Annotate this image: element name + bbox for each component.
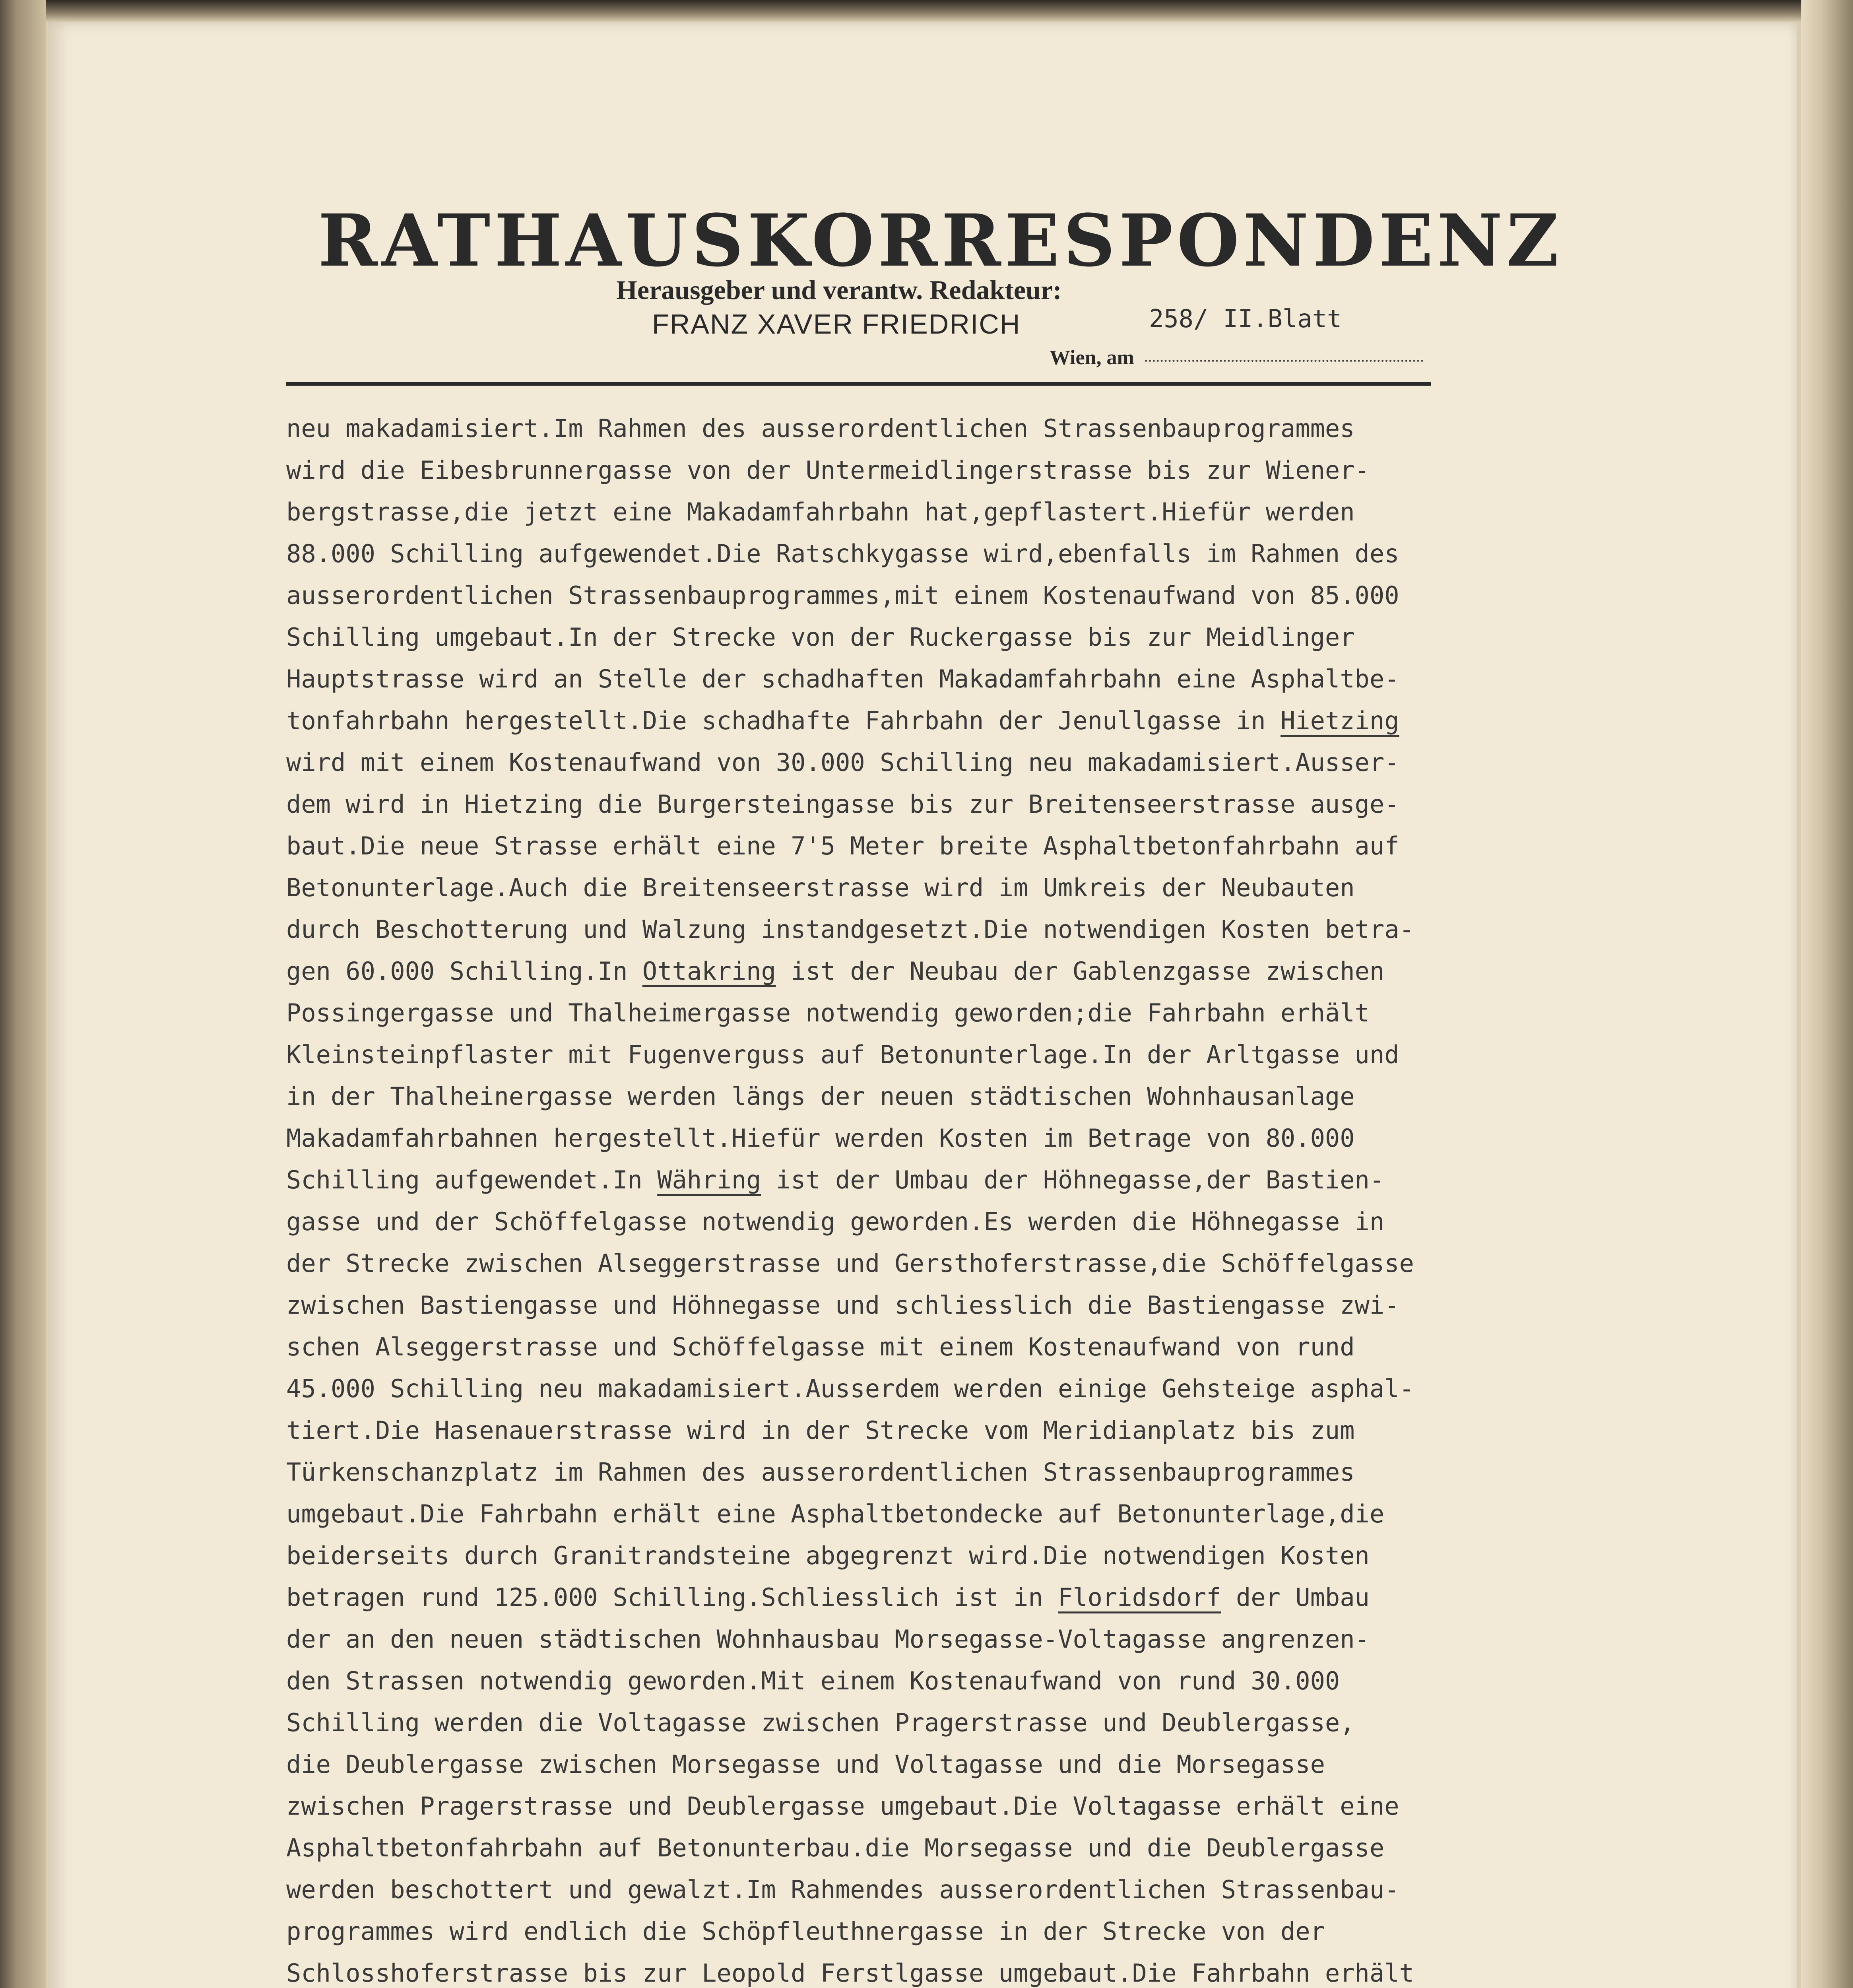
book-left-edge bbox=[0, 0, 46, 1988]
article-line bbox=[286, 783, 1519, 825]
article-line bbox=[286, 742, 1519, 783]
article-line bbox=[286, 1910, 1519, 1952]
article-line bbox=[286, 1284, 1519, 1326]
editor-name: FRANZ XAVER FRIEDRICH bbox=[652, 309, 1021, 340]
article-line bbox=[286, 1034, 1519, 1076]
article-line bbox=[286, 1952, 1519, 1988]
article-text: tonfahrbahn hergestellt.Die schadhafte Fahrbahn der Jenullgasse in bbox=[286, 706, 1281, 735]
article-text: Schilling umgebaut.In der Strecke von der Ruckergasse bis zur Meidlinger bbox=[286, 623, 1355, 652]
article-line bbox=[286, 1660, 1519, 1702]
article-line bbox=[286, 1618, 1519, 1660]
article-line bbox=[286, 700, 1519, 742]
article-line bbox=[286, 1702, 1519, 1743]
article-text: werden beschottert und gewalzt.Im Rahmendes ausserordentlichen Strassenbau- bbox=[286, 1875, 1399, 1904]
article-text: beiderseits durch Granitrandsteine abgegrenzt wird.Die notwendigen Kosten bbox=[286, 1541, 1370, 1570]
article-line bbox=[286, 1869, 1519, 1910]
article-line bbox=[286, 1493, 1519, 1535]
article-line bbox=[286, 533, 1519, 575]
article-line bbox=[286, 491, 1519, 533]
article-line bbox=[286, 1451, 1519, 1493]
district-name-underlined: Ottakring bbox=[642, 957, 776, 986]
article-text: Makadamfahrbahnen hergestellt.Hiefür werden Kosten im Betrage von 80.000 bbox=[286, 1124, 1355, 1153]
article-text: Türkenschanzplatz im Rahmen des ausserordentlichen Strassenbauprogrammes bbox=[286, 1458, 1355, 1487]
article-line bbox=[286, 616, 1519, 658]
article-text: neu makadamisiert.Im Rahmen des ausserordentlichen Strassenbauprogrammes bbox=[286, 414, 1355, 443]
article-line bbox=[286, 449, 1519, 491]
article-text: die Deublergasse zwischen Morsegasse und Voltagasse und die Morsegasse bbox=[286, 1750, 1325, 1779]
article-line bbox=[286, 1785, 1519, 1827]
date-dotted-line bbox=[1145, 360, 1423, 362]
article-line bbox=[286, 992, 1519, 1034]
article-text: tiert.Die Hasenauerstrasse wird in der Strecke vom Meridianplatz bis zum bbox=[286, 1416, 1355, 1445]
article-text: Kleinsteinpflaster mit Fugenverguss auf Betonunterlage.In der Arltgasse und bbox=[286, 1040, 1399, 1069]
article-text: dem wird in Hietzing die Burgersteingasse bis zur Breitenseerstrasse ausge- bbox=[286, 790, 1399, 819]
article-text: der Strecke zwischen Alseggerstrasse und Gersthoferstrasse,die Schöffelgasse bbox=[286, 1249, 1414, 1278]
article-line bbox=[286, 825, 1519, 867]
article-text: Asphaltbetonfahrbahn auf Betonunterbau.die Morsegasse und die Deublergasse bbox=[286, 1833, 1385, 1862]
article-text: ist der Neubau der Gablenzgasse zwischen bbox=[776, 957, 1385, 986]
district-name-underlined: Floridsdorf bbox=[1058, 1583, 1221, 1612]
article-text: der an den neuen städtischen Wohnhausbau Morsegasse-Voltagasse angrenzen- bbox=[286, 1625, 1370, 1654]
article-text: gasse und der Schöffelgasse notwendig geworden.Es werden die Höhnegasse in bbox=[286, 1207, 1385, 1236]
article-line bbox=[286, 658, 1519, 700]
article-line bbox=[286, 1242, 1519, 1284]
article-text: Schlosshoferstrasse bis zur Leopold Ferstlgasse umgebaut.Die Fahrbahn erhält bbox=[286, 1959, 1414, 1988]
article-text: programmes wird endlich die Schöpfleuthnergasse in der Strecke von der bbox=[286, 1917, 1325, 1946]
article-text: gen 60.000 Schilling.In bbox=[286, 957, 642, 986]
article-text: wird die Eibesbrunnergasse von der Untermeidlingerstrasse bis zur Wiener- bbox=[286, 456, 1370, 485]
article-line bbox=[286, 1326, 1519, 1368]
article-line bbox=[286, 1576, 1519, 1618]
article-text: Schilling aufgewendet.In bbox=[286, 1165, 658, 1194]
district-name-underlined: Währing bbox=[657, 1165, 761, 1194]
place-date-label: Wien, am bbox=[1050, 346, 1134, 369]
article-text: Hauptstrasse wird an Stelle der schadhaften Makadamfahrbahn eine Asphaltbe- bbox=[286, 664, 1399, 693]
district-name-underlined: Hietzing bbox=[1280, 706, 1399, 735]
article-line bbox=[286, 909, 1519, 950]
article-line bbox=[286, 1076, 1519, 1117]
article-body bbox=[286, 408, 1519, 1988]
article-text: in der Thalheinergasse werden längs der neuen städtischen Wohnhausanlage bbox=[286, 1082, 1355, 1111]
book-right-edge bbox=[1801, 0, 1853, 1988]
article-line bbox=[286, 1827, 1519, 1869]
header-rule bbox=[286, 382, 1431, 386]
article-line bbox=[286, 1159, 1519, 1201]
article-text: ausserordentlichen Strassenbauprogrammes,mit einem Kostenaufwand von 85.000 bbox=[286, 581, 1399, 610]
article-text: baut.Die neue Strasse erhält eine 7'5 Meter breite Asphaltbetonfahrbahn auf bbox=[286, 831, 1399, 860]
publisher-label: Herausgeber und verantw. Redakteur: bbox=[616, 275, 1062, 305]
book-top-edge bbox=[0, 0, 1853, 22]
article-text: wird mit einem Kostenaufwand von 30.000 Schilling neu makadamisiert.Ausser- bbox=[286, 748, 1399, 777]
article-line bbox=[286, 1409, 1519, 1451]
masthead-title: RATHAUSKORRESPONDENZ bbox=[318, 199, 1563, 283]
article-text: ist der Umbau der Höhnegasse,der Bastien- bbox=[761, 1165, 1385, 1194]
article-text: der Umbau bbox=[1221, 1583, 1370, 1612]
article-text: betragen rund 125.000 Schilling.Schliesslich ist in bbox=[286, 1583, 1058, 1612]
article-line bbox=[286, 950, 1519, 992]
article-line bbox=[286, 1117, 1519, 1159]
article-text: zwischen Bastiengasse und Höhnegasse und schliesslich die Bastiengasse zwi- bbox=[286, 1291, 1399, 1320]
article-line bbox=[286, 867, 1519, 909]
article-text: Possingergasse und Thalheimergasse notwendig geworden;die Fahrbahn erhält bbox=[286, 998, 1370, 1027]
article-line bbox=[286, 575, 1519, 616]
article-line bbox=[286, 1201, 1519, 1242]
article-text: schen Alseggerstrasse und Schöffelgasse mit einem Kostenaufwand von rund bbox=[286, 1332, 1355, 1361]
article-line bbox=[286, 1743, 1519, 1785]
article-line bbox=[286, 408, 1519, 449]
article-text: umgebaut.Die Fahrbahn erhält eine Asphaltbetondecke auf Betonunterlage,die bbox=[286, 1499, 1385, 1528]
article-text: den Strassen notwendig geworden.Mit einem Kostenaufwand von rund 30.000 bbox=[286, 1666, 1340, 1695]
article-text: 45.000 Schilling neu makadamisiert.Ausserdem werden einige Gehsteige asphal- bbox=[286, 1374, 1414, 1403]
article-text: durch Beschotterung und Walzung instandgesetzt.Die notwendigen Kosten betra- bbox=[286, 915, 1414, 944]
article-text: zwischen Pragerstrasse und Deublergasse umgebaut.Die Voltagasse erhält eine bbox=[286, 1792, 1399, 1821]
article-text: Schilling werden die Voltagasse zwischen Pragerstrasse und Deublergasse, bbox=[286, 1708, 1355, 1737]
sheet-number: 258/ II.Blatt bbox=[1149, 304, 1342, 333]
article-text: Betonunterlage.Auch die Breitenseerstrasse wird im Umkreis der Neubauten bbox=[286, 873, 1355, 902]
article-text: bergstrasse,die jetzt eine Makadamfahrbahn hat,gepflastert.Hiefür werden bbox=[286, 497, 1355, 526]
article-line bbox=[286, 1535, 1519, 1576]
article-line bbox=[286, 1368, 1519, 1409]
article-text: 88.000 Schilling aufgewendet.Die Ratschkygasse wird,ebenfalls im Rahmen des bbox=[286, 539, 1399, 568]
